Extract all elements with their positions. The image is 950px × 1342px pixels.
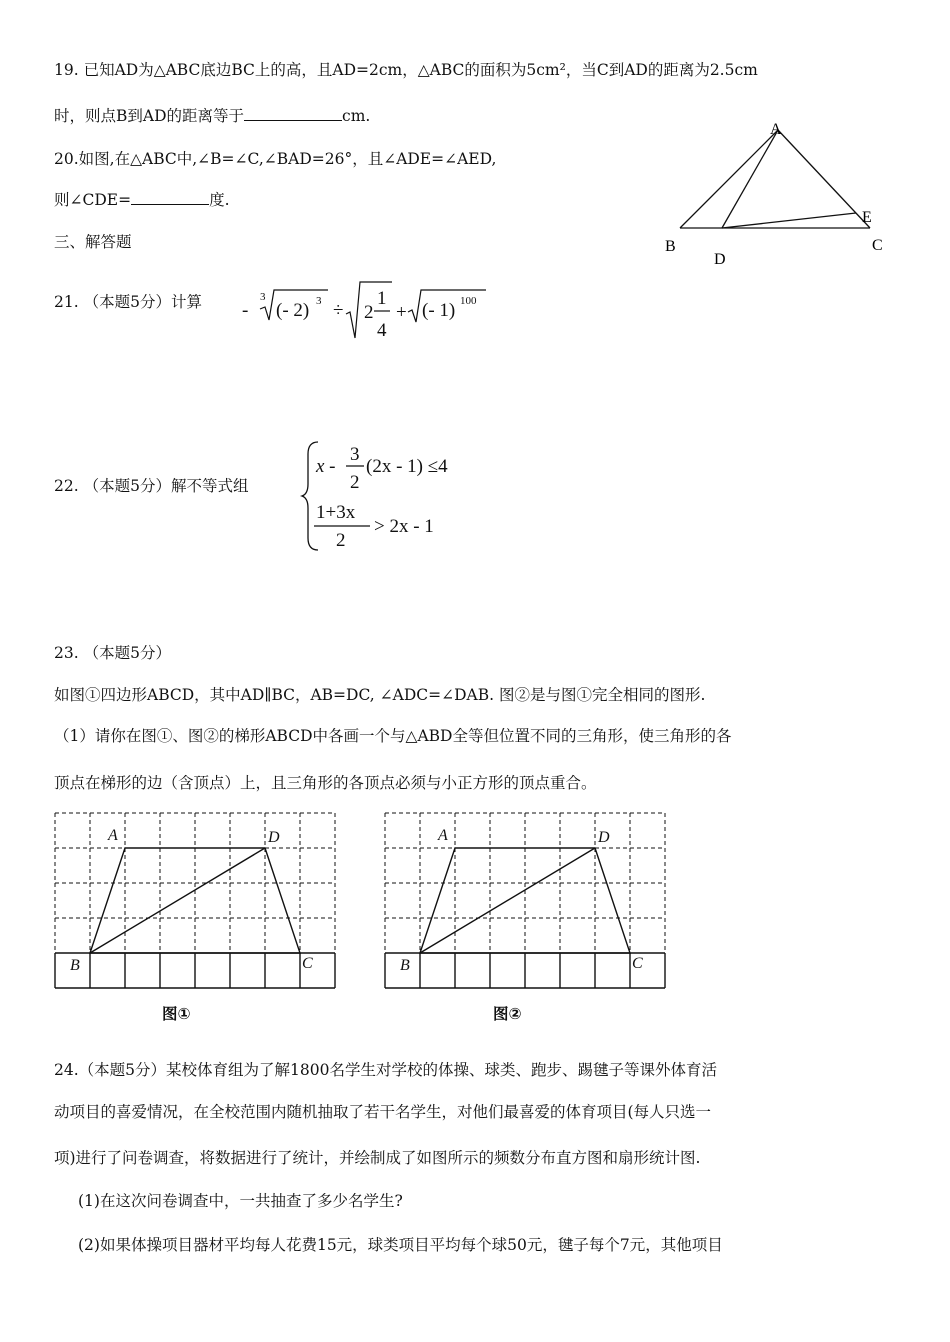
q21-label: 21. （本题5分）计算 [54,293,202,311]
q21-plus: + [396,302,407,323]
q23-line1: 如图①四边形ABCD，其中AD∥BC，AB=DC, ∠ADC=∠DAB. 图②是与图①完全相同的图形. [54,686,706,704]
q19-line2 [54,104,370,126]
q24-sub2: (2)如果体操项目器材平均每人花费15元，球类项目平均每个球50元，毽子每个7元，其他项目 [78,1236,723,1254]
label-d: D [714,251,726,268]
q20-line2 [54,188,230,210]
segment-ad [722,130,778,228]
q20-answer-blank[interactable] [131,190,209,205]
grid-figure-2 [380,808,672,994]
q22-ineq1-num: 3 [350,444,360,465]
q23-line3: 顶点在梯形的边（含顶点）上，且三角形的各顶点必须与小正方形的顶点重合。 [54,774,597,792]
triangle-figure [650,118,910,278]
label-c: C [872,237,883,254]
q21-mixed-den: 4 [377,320,387,341]
q23-label: 23. （本题5分） [54,644,171,662]
q21-expression [240,276,500,342]
q22-ineq2-den: 2 [336,530,346,551]
q22-ineq1-den: 2 [350,472,360,493]
q20-line2-pre: 则∠CDE= [54,191,132,209]
caption-figure-2: 图② [493,1005,522,1023]
q19-line2-post: cm. [342,107,371,125]
q19-line2-pre: 时，则点B到AD的距离等于 [54,107,245,125]
q21-radicand3: (- 1) [422,300,456,321]
q24-line3: 项)进行了问卷调查，将数据进行了统计，并绘制成了如图所示的频数分布直方图和扇形统计图. [54,1149,701,1167]
q21-root-index: 3 [260,291,266,303]
q20-line1: 20.如图,在△ABC中,∠B=∠C,∠BAD=26°，且∠ADE=∠AED, [54,150,497,168]
fig2-label-c: C [632,955,643,972]
side-ab [680,130,778,228]
q21-minus: - [242,300,249,321]
label-b: B [665,238,676,255]
q21-mixed-num: 1 [377,288,387,309]
q23-line2: （1）请你在图①、图②的梯形ABCD中各画一个与△ABD全等但位置不同的三角形，使三角形的各 [54,727,732,745]
label-a: A [770,121,782,138]
fig1-label-b: B [70,957,80,974]
q24-sub1: (1)在这次问卷调查中，一共抽查了多少名学生? [78,1192,403,1210]
fig1-label-a: A [108,827,118,844]
side-ac [778,130,870,228]
q19-answer-blank[interactable] [244,106,342,121]
q24-line2: 动项目的喜爱情况，在全校范围内随机抽取了若干名学生，对他们最喜爱的体育项目(每人只选一 [54,1103,712,1121]
fig1-label-d: D [268,829,280,846]
fig1-label-c: C [302,955,313,972]
q21-exp3: 100 [460,295,477,307]
grid-figure-1 [50,808,342,994]
q22-inequality-system [300,438,500,554]
q21-exp1: 3 [316,295,322,307]
caption-figure-1: 图① [162,1005,191,1023]
fig2-label-d: D [598,829,610,846]
q22-ineq2-b: > 2x - 1 [374,516,434,537]
section-heading: 三、解答题 [54,233,132,251]
q19-line1: 19. 已知AD为△ABC底边BC上的高，且AD=2cm，△ABC的面积为5cm²，当C到AD的距离为2.5cm [54,61,758,79]
fig2-label-a: A [438,827,448,844]
q22-ineq2-num: 1+3x [316,502,356,523]
segment-de [722,213,856,228]
q24-line1: 24.（本题5分）某校体育组为了解1800名学生对学校的体操、球类、跑步、踢毽子等课外体育活 [54,1061,717,1079]
diagonal-bd [420,848,595,953]
label-e: E [862,209,872,226]
q22-ineq1-b: (2x - 1) ≤4 [366,456,448,477]
q21-div: ÷ [333,300,344,321]
q21-radicand1: (- 2) [276,300,310,321]
diagonal-bd [90,848,265,953]
q20-line2-post: 度. [209,191,230,209]
fig2-label-b: B [400,957,410,974]
q22-label: 22. （本题5分）解不等式组 [54,477,249,495]
q22-ineq1-a: x - [316,456,336,477]
q21-mixed-whole: 2 [364,302,374,323]
